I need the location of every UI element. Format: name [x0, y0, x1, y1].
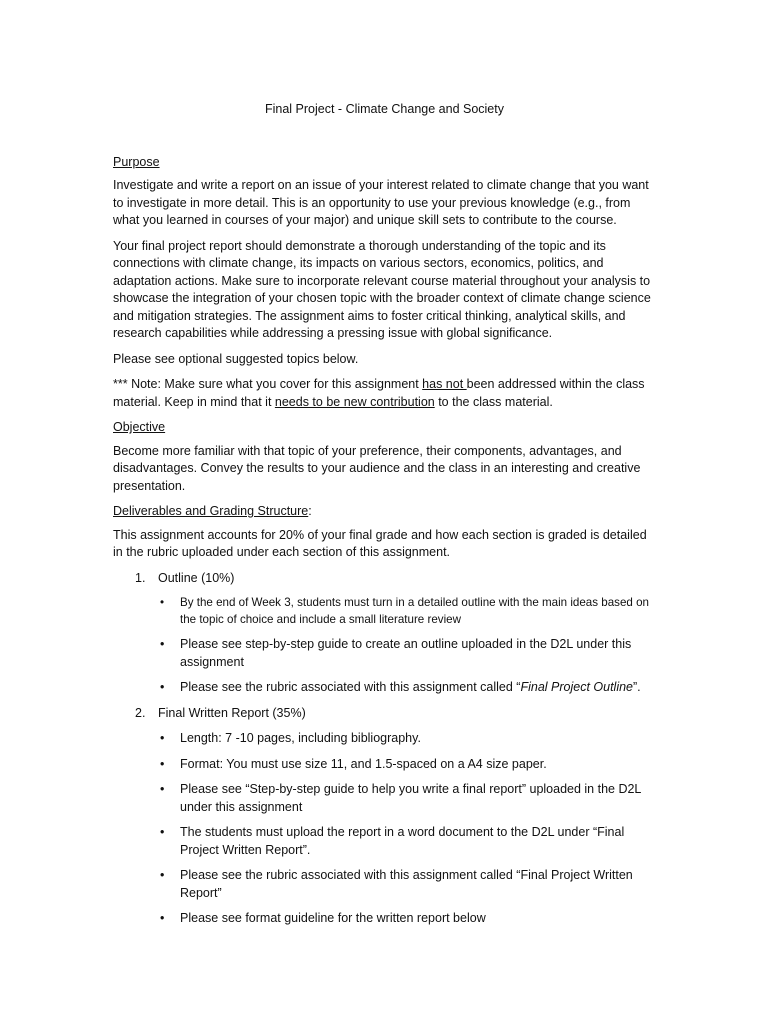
objective-paragraph: Become more familiar with that topic of your preference, their components, advantages, and disadvantages. Convey the results to your audience and the class in an interesting and creative presentation.: [113, 443, 641, 493]
bullet-text: Format: You must use size 11, and 1.5-spaced on a A4 size paper.: [180, 756, 547, 771]
note-underline-2: needs to be new contribution: [274, 394, 435, 409]
deliverables-heading: Deliverables and Grading Structure: [113, 504, 309, 518]
list-number: 2.: [135, 705, 146, 720]
deliverables-heading-wrap: [113, 503, 656, 521]
objective-heading: Objective: [113, 420, 166, 434]
bullet-text: Please see format guideline for the written report below: [180, 911, 486, 925]
deliverable-item-outline: [113, 570, 656, 697]
list-item: [158, 867, 656, 902]
purpose-heading: Purpose: [113, 154, 160, 169]
bullet-text: Please see step-by-step guide to create an outline uploaded in the D2L under this assignment: [180, 637, 632, 669]
list-item: [158, 824, 656, 859]
deliverables-heading-colon: :: [308, 504, 312, 518]
bullet-icon: •: [160, 868, 165, 882]
list-item: [158, 595, 656, 628]
bullet-icon: •: [160, 637, 165, 651]
list-item: [158, 756, 656, 774]
deliverable-item-report: [113, 705, 656, 928]
rubric-title: Final Project Outline: [520, 680, 634, 694]
purpose-paragraph-2: Your final project report should demonstrate a thorough understanding of the topic and its connections with climate change, its impacts on various sectors, economics, politics, and adaptation actions. Make sure to incorporate relevant course material throughout your analysis to showcase the integration of your chosen topic with the broader context of climate change science and mitigation strategies. The assignment aims to foster critical thinking, analytical skills, and research capabilities while addressing a pressing issue with global significance.: [113, 238, 651, 340]
bullet-text: Please see the rubric associated with this assignment called “Final Project Written Report”: [180, 868, 633, 900]
list-item: [158, 679, 656, 697]
note-text-a: *** Note: Make sure what you cover for this assignment: [113, 377, 423, 391]
note-text-b: been addressed within the class material. Keep in mind that it: [113, 377, 645, 409]
bullet-icon: •: [160, 911, 165, 925]
purpose-paragraph-1: Investigate and write a report on an issue of your interest related to climate change that you want to investigate in more detail. This is an opportunity to use your previous knowledge (e.g., from what you learned in courses of your major) and unique skill sets to contribute to the course.: [113, 178, 649, 227]
note-underline-1: has not: [422, 377, 467, 391]
bullet-icon: •: [160, 731, 165, 745]
deliverable-label: Outline (10%): [158, 570, 235, 585]
purpose-paragraph-3: Please see optional suggested topics below.: [113, 351, 359, 366]
bullet-text: By the end of Week 3, students must turn in a detailed outline with the main ideas based on the topic of choice and include a small literature review: [180, 596, 649, 626]
list-item: [158, 781, 656, 816]
bullet-icon: •: [160, 825, 165, 839]
document-title: Final Project - Climate Change and Society: [264, 102, 504, 116]
list-item: [158, 910, 656, 928]
rubric-text-b: ”.: [633, 680, 641, 694]
note-text-c: to the class material.: [434, 394, 553, 409]
purpose-note: [113, 376, 656, 411]
report-bullets: [158, 730, 656, 928]
outline-bullets: [158, 595, 656, 697]
deliverables-list: [113, 570, 656, 928]
list-item: [158, 730, 656, 748]
bullet-text: Length: 7 -10 pages, including bibliography.: [180, 731, 421, 745]
deliverables-intro: This assignment accounts for 20% of your final grade and how each section is graded is detailed in the rubric uploaded under each section of this assignment.: [113, 527, 647, 559]
bullet-text: The students must upload the report in a word document to the D2L under “Final Project Written Report”.: [180, 825, 625, 857]
bullet-icon: •: [160, 756, 165, 771]
bullet-icon: •: [160, 680, 165, 694]
bullet-icon: •: [160, 782, 165, 796]
list-item: [158, 636, 656, 671]
bullet-icon: •: [160, 596, 165, 609]
list-number: 1.: [135, 570, 146, 585]
bullet-text: Please see “Step-by-step guide to help you write a final report” uploaded in the D2L under this assignment: [180, 782, 641, 814]
rubric-text-a: Please see the rubric associated with this assignment called “: [180, 680, 521, 694]
deliverable-label: Final Written Report (35%): [158, 705, 306, 720]
